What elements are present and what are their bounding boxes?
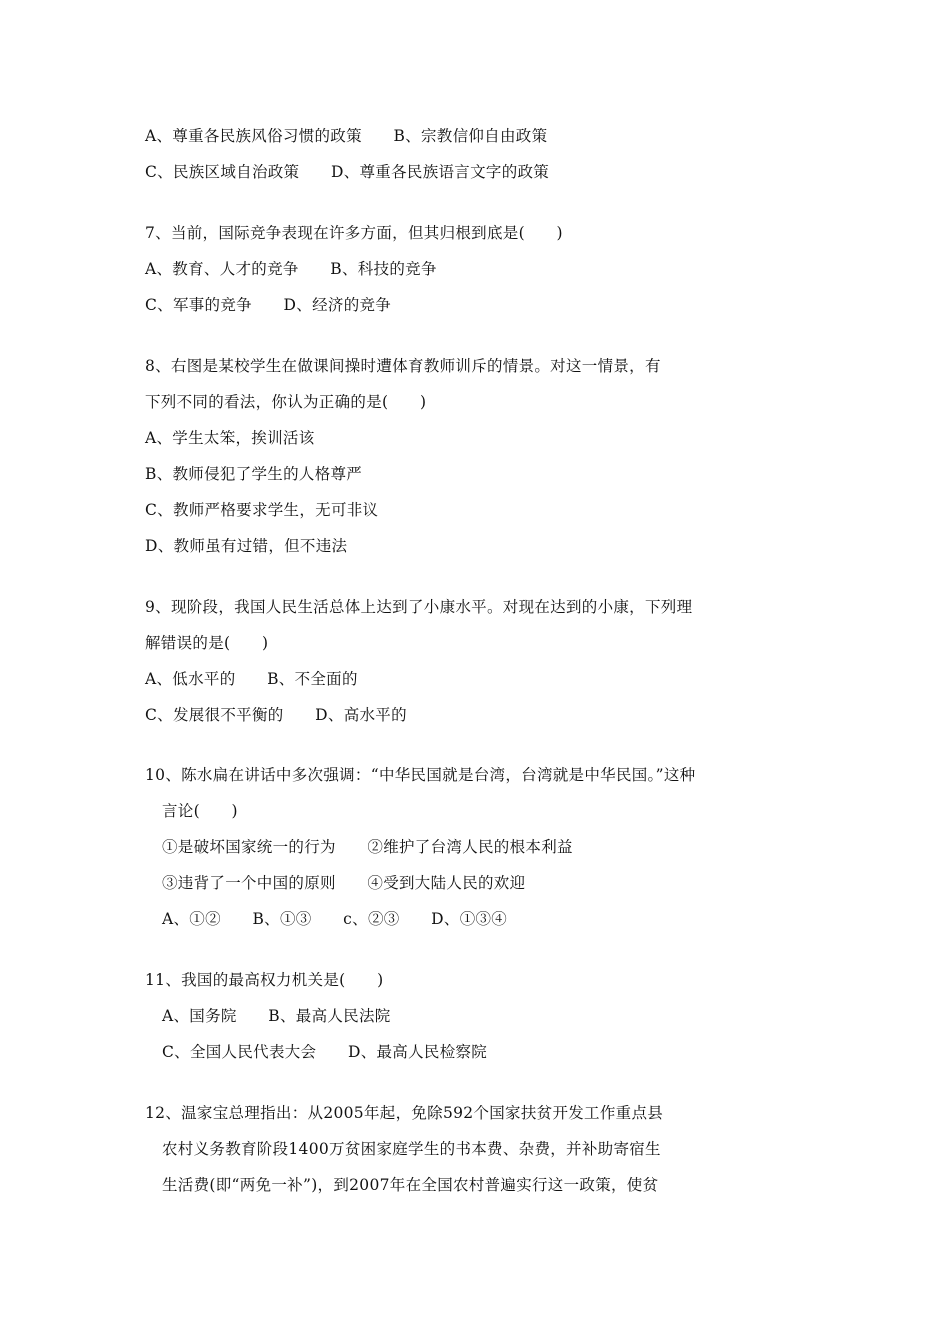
q12-stem-line-3: 生活费(即“两免一补”)，到2007年在全国农村普遍实行这一政策，使贫 bbox=[162, 1176, 659, 1194]
q8-stem-line-1: 8、右图是某校学生在做课间操时遭体育教师训斥的情景。对这一情景，有 bbox=[145, 357, 661, 375]
q11-options-cd: C、全国人民代表大会 D、最高人民检察院 bbox=[162, 1043, 488, 1061]
q10-items-3-4: ③违背了一个中国的原则 ④受到大陆人民的欢迎 bbox=[162, 874, 526, 892]
q10-stem-line-1: 10、陈水扁在讲话中多次强调：“中华民国就是台湾，台湾就是中华民国。”这种 bbox=[145, 766, 696, 784]
q7-stem: 7、当前，国际竞争表现在许多方面，但其归根到底是( ) bbox=[145, 224, 563, 242]
q9-options-cd: C、发展很不平衡的 D、高水平的 bbox=[145, 706, 407, 724]
q8-stem-line-2: 下列不同的看法，你认为正确的是( ) bbox=[145, 393, 427, 411]
q10-items-1-2: ①是破坏国家统一的行为 ②维护了台湾人民的根本利益 bbox=[162, 838, 573, 856]
q6-options-cd: C、民族区域自治政策 D、尊重各民族语言文字的政策 bbox=[145, 163, 550, 181]
q10-options: A、①② B、①③ c、②③ D、①③④ bbox=[162, 910, 508, 928]
q12-stem-line-1: 12、温家宝总理指出：从2005年起，免除592个国家扶贫开发工作重点县 bbox=[145, 1104, 664, 1122]
q9-stem-line-2: 解错误的是( ) bbox=[145, 634, 269, 652]
q9-stem-line-1: 9、现阶段，我国人民生活总体上达到了小康水平。对现在达到的小康，下列理 bbox=[145, 598, 693, 616]
q10-stem-line-2: 言论( ) bbox=[162, 802, 238, 820]
q12-stem-line-2: 农村义务教育阶段1400万贫困家庭学生的书本费、杂费，并补助寄宿生 bbox=[162, 1140, 661, 1158]
q11-options-ab: A、国务院 B、最高人民法院 bbox=[162, 1007, 391, 1025]
q7-options-cd: C、军事的竞争 D、经济的竞争 bbox=[145, 296, 392, 314]
q7-options-ab: A、教育、人才的竞争 B、科技的竞争 bbox=[145, 260, 437, 278]
q8-option-b: B、教师侵犯了学生的人格尊严 bbox=[145, 465, 363, 483]
q8-option-c: C、教师严格要求学生，无可非议 bbox=[145, 501, 379, 519]
q9-options-ab: A、低水平的 B、不全面的 bbox=[145, 670, 358, 688]
q8-option-a: A、学生太笨，挨训活该 bbox=[145, 429, 315, 447]
q6-options-ab: A、尊重各民族风俗习惯的政策 B、宗教信仰自由政策 bbox=[145, 127, 548, 145]
q8-option-d: D、教师虽有过错，但不违法 bbox=[145, 537, 348, 555]
q11-stem: 11、我国的最高权力机关是( ) bbox=[145, 971, 384, 989]
